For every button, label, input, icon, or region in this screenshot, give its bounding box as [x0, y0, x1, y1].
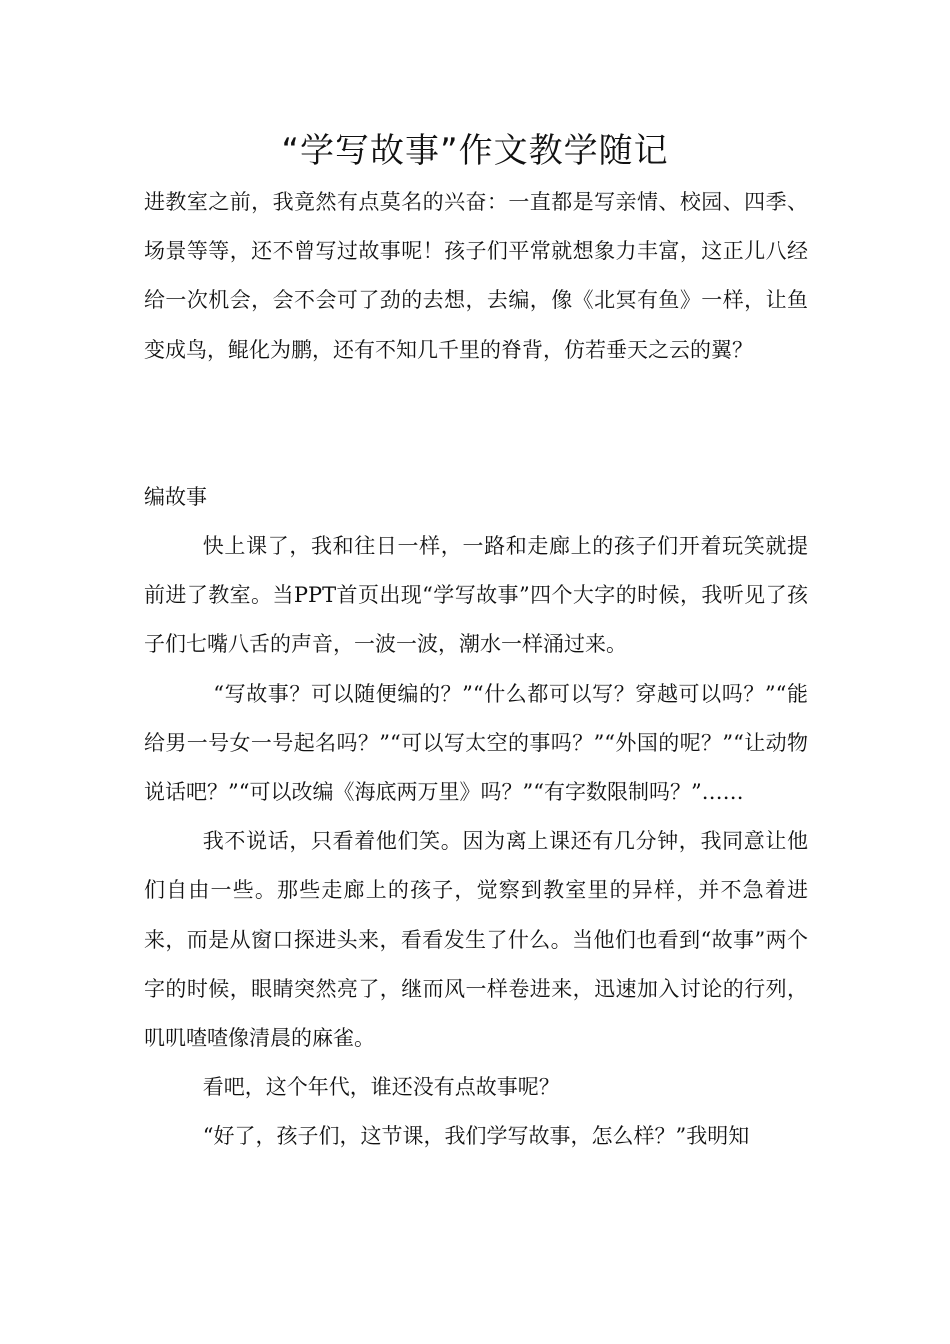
body-paragraph: 看吧，这个年代，谁还没有点故事呢？: [202, 1075, 560, 1100]
document-title: “学写故事”作文教学随记: [281, 131, 669, 171]
body-paragraph: “写故事？可以随便编的？”“什么都可以写？穿越可以吗？”“能给男一号女一号起名吗？”“可以写太空的事吗？”“外国的呢？”“让动物说话吧？”“可以改编《海底两万里》吗？”“有字数限制吗？”……: [144, 681, 808, 805]
body-paragraph: 我不说话，只看着他们笑。因为离上课还有几分钟，我同意让他们自由一些。那些走廊上的孩子，觉察到教室里的异样，并不急着进来，而是从窗口探进头来，看看发生了什么。当他们也看到“故事”两个字的时候，眼睛突然亮了，继而风一样卷进来，迅速加入讨论的行列，叽叽喳喳像清晨的麻雀。: [144, 829, 808, 1051]
body-paragraph: “好了，孩子们，这节课，我们学写故事，怎么样？”我明知: [202, 1124, 750, 1149]
section-heading: 编故事: [144, 484, 207, 509]
document-body: [144, 178, 808, 1162]
body-paragraph: 快上课了，我和往日一样，一路和走廊上的孩子们开着玩笑就提前进了教室。当PPT首页出现“学写故事”四个大字的时候，我听见了孩子们七嘴八舌的声音，一波一波，潮水一样涌过来。: [144, 534, 808, 657]
paragraph-spacer: [144, 375, 808, 473]
intro-paragraph: 进教室之前，我竟然有点莫名的兴奋：一直都是写亲情、校园、四季、场景等等，还不曾写过故事呢！孩子们平常就想象力丰富，这正儿八经给一次机会，会不会可了劲的去想，去编，像《北冥有鱼》一样，让鱼变成鸟，鲲化为鹏，还有不知几千里的脊背，仿若垂天之云的翼？: [144, 190, 808, 362]
